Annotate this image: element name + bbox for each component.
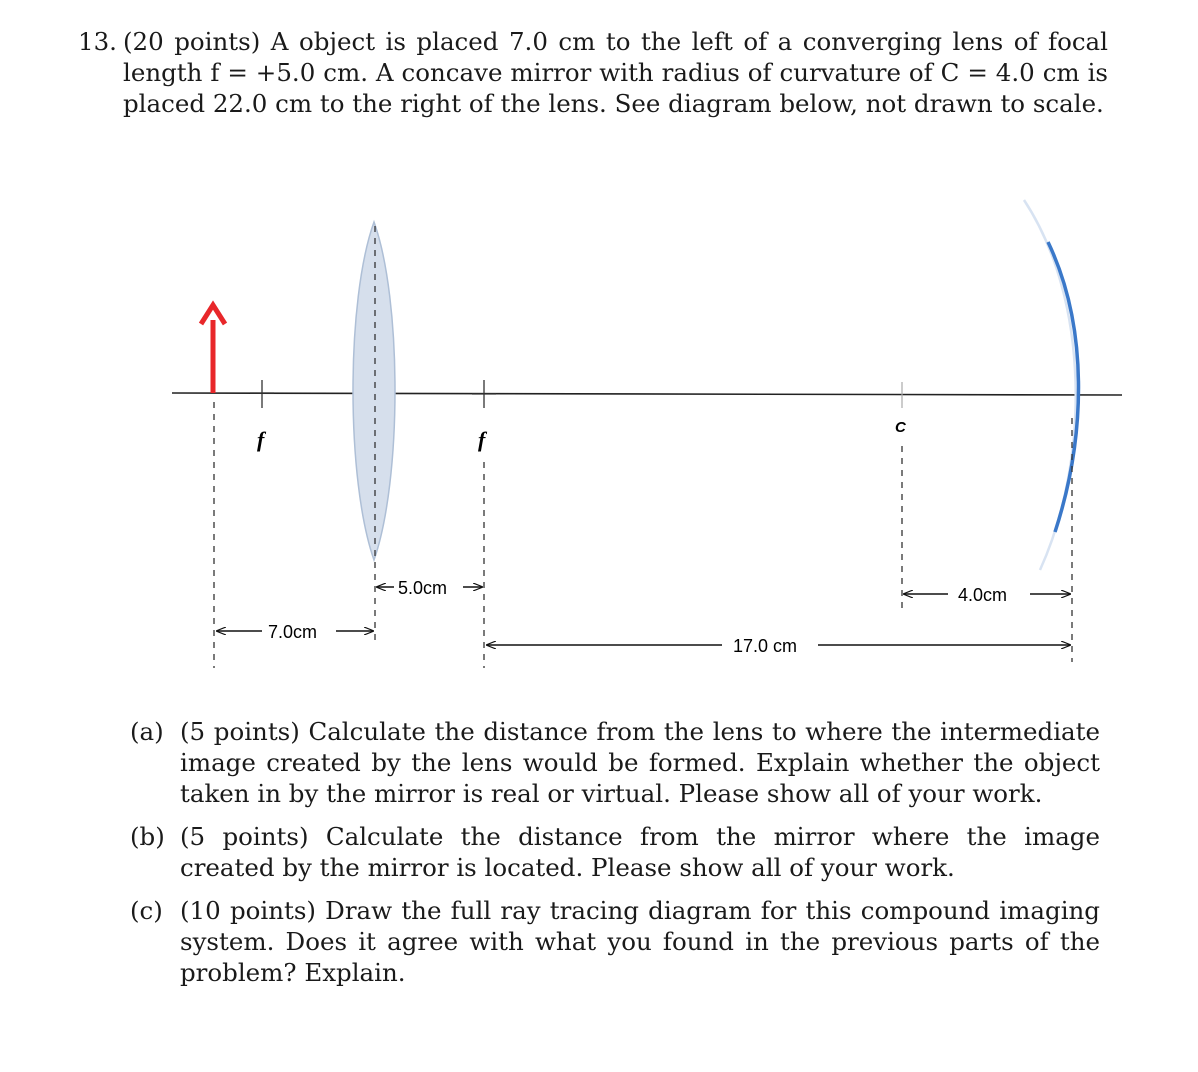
problem-number: 13. [78,27,117,56]
part-a-label: (a) [130,717,164,746]
problem-text: (20 points) A object is placed 7.0 cm to the left of a converging lens of focal length f = +5.0 cm. A concave mirror with radius of curvature of C = 4.0 cm is placed 22.0 cm to the right of the lens. See diagram below, not drawn to scale. [123,27,1108,118]
part-b-label: (b) [130,822,165,851]
mirror-ghost-arc [1024,200,1076,570]
part-c-label: (c) [130,896,163,925]
part-b [130,821,1100,883]
focal-label-right: f [478,427,486,452]
dim-4cm-label: 4.0cm [958,585,1008,605]
optics-diagram [0,180,1198,680]
part-b-text: (5 points) Calculate the distance from the mirror where the image created by the mirror is located. Please show all of your work. [180,822,1100,882]
focal-label-left: f [257,427,265,452]
problem-statement [78,26,1108,119]
part-a-text: (5 points) Calculate the distance from the lens to where the intermediate image created by the lens would be formed. Explain whether the object taken in by the mirror is real or virtual. Please show all of your work. [180,717,1100,808]
concave-mirror [1048,242,1079,532]
part-c-text: (10 points) Draw the full ray tracing diagram for this compound imaging system. Does it agree with what you found in the previous parts of the problem? Explain. [180,896,1100,987]
dim-17cm-label: 17.0 cm [733,636,798,656]
dim-7cm-label: 7.0cm [268,622,318,642]
problem-parts [130,716,1100,1000]
optical-axis [172,393,1122,395]
center-label: C [895,419,906,436]
part-a [130,716,1100,809]
converging-lens [353,222,395,560]
part-c [130,895,1100,988]
dim-5cm-label: 5.0cm [398,578,448,598]
